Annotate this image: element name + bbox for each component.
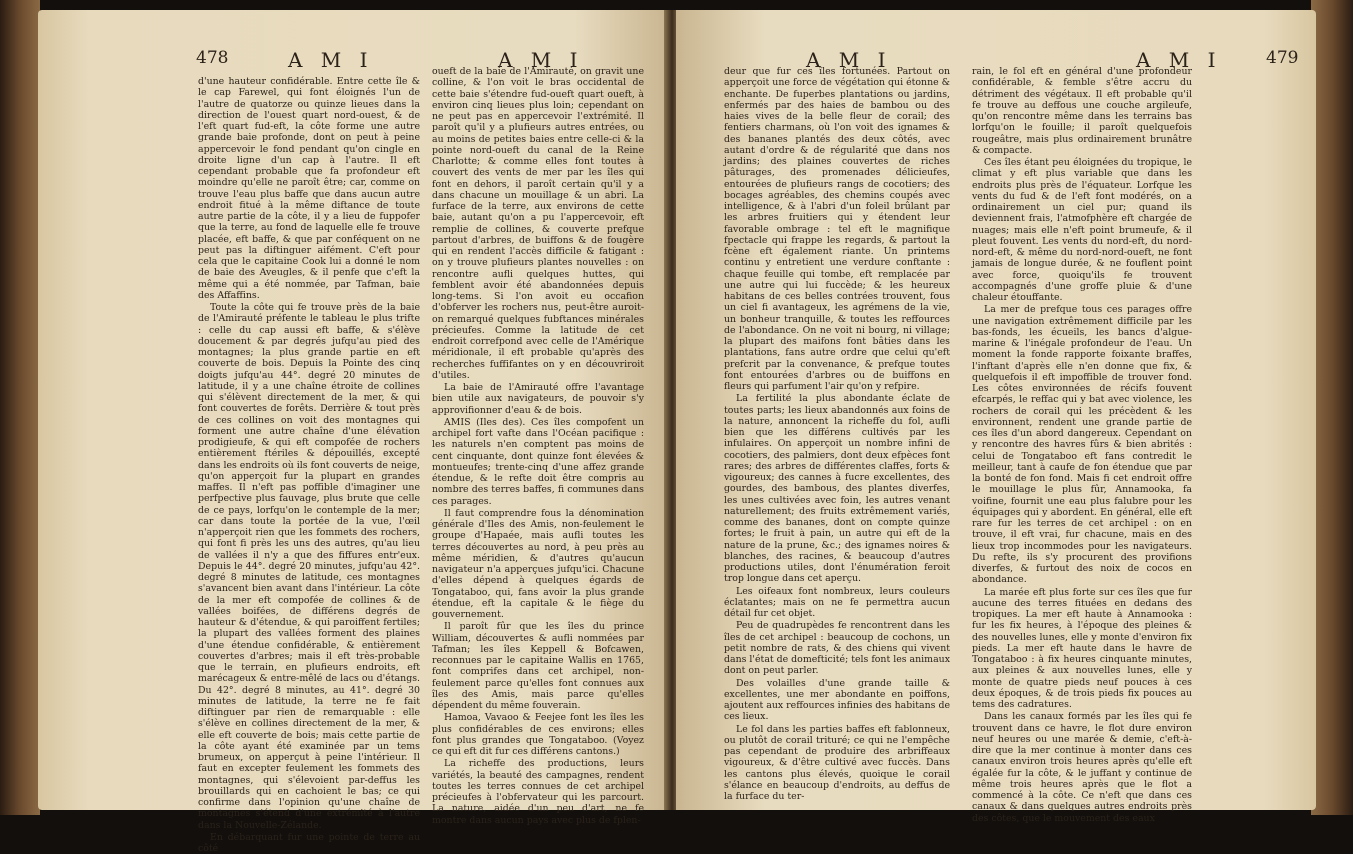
running-head: A M I	[806, 48, 892, 72]
page-number: 479	[1266, 48, 1299, 68]
paragraph: Des volailles d'une grande taille & excellentes, une mer abondante en poiffons, ajoutent aux reffources infinies des habitans de ces lieux.	[724, 677, 950, 723]
paragraph: Dans les canaux formés par les îles qui fe trouvent dans ce havre, le flot dure environ neuf heures ou une marée & demie, c'eft-à-dire que la mer continue à monter dans ces canaux environ trois heures après qu'elle eft égalée fur la côte, & le juffant y continue de même trois heures après que le flot a commencé à la côte. Ce n'eft que dans ces canaux & dans quelques autres endroits près des côtes, que le mouvement des eaux	[972, 711, 1192, 824]
paragraph: Toute la côte qui fe trouve près de la baie de l'Amirauté préfente le tableau le plus trifte : celle du cap aussi eft baffe, & s'élève doucement & par degrés jufqu'au pied des montagnes; la plus grande partie en eft couverte de bois. Depuis la Pointe des cinq doigts jufqu'au 44°. degré 20 minutes de latitude, il y a une chaîne étroite de collines qui s'élèvent directement de la mer, & qui font couvertes de forêts. Derrière & tout près de ces collines on voit des montagnes qui forment une autre chaîne d'une élévation prodigieufe, & qui eft compofée de rochers entièrement ftériles & dépouillés, excepté dans les endroits où ils font couverts de neige, qu'on apperçoit fur la plupart en grandes maffes. Il n'eft pas poffible d'imaginer une perfpective plus fauvage, plus brute que celle de ce pays, lorfqu'on le contemple de la mer; car dans toute la portée de la vue, l'œil n'apperçoit rien que les fommets des rochers, qui font fi près les uns des autres, qu'au lieu de vallées il n'y a que des fiffures entr'eux. Depuis le 44°. degré 20 minutes, jufqu'au 42°. degré 8 minutes de latitude, ces montagnes s'avancent bien avant dans l'intérieur. La côte de la mer eft compofée de collines & de vallées boifées, de différens degrés de hauteur & d'étendue, & qui paroiffent fertiles; la plupart des vallées forment des plaines d'une étendue confidérable, & entièrement couvertes d'arbres; mais il eft très-probable que le terrain, en plufieurs endroits, eft marécageux & entre-mêlé de lacs ou d'étangs. Du 42°. degré 8 minutes, au 41°. degré 30 minutes de latitude, la terre ne fe fait diftinguer par rien de remarquable : elle s'élève en collines directement de la mer, & elle eft couverte de bois; mais cette partie de la côte ayant été examinée par un tems brumeux, on apperçut à peine l'intérieur. Il faut en excepter feulement les fommets des montagnes, qui s'élevoient par-deffus les brouillards qui en cachoient le bas; ce qui confirme dans l'opinion qu'une chaîne de montagnes s'étend d'une extrémité à l'autre dans la Nouvelle-Zélande.	[198, 302, 420, 831]
text-column	[198, 76, 420, 854]
page-number: 478	[196, 48, 229, 68]
running-head: A M I	[498, 48, 584, 72]
paragraph: Il faut comprendre fous la dénomination générale d'Iles des Amis, non-feulement le groupe d'Hapaée, mais aufli toutes les terres découvertes au nord, à peu près au même méridien, & d'autres qu'aucun navigateur n'a apperçues jufqu'ici. Chacune d'elles dépend à quelques égards de Tongataboo, qui, fans avoir la plus grande étendue, eft la capitale & le fiège du gouvernement.	[432, 507, 644, 620]
book-edge-right	[1311, 0, 1353, 815]
text-column	[432, 66, 644, 826]
right-page	[676, 10, 1316, 824]
paragraph: La richeffe des productions, leurs variétés, la beauté des campagnes, rendent toutes les terres connues de cet archipel précieufes à l'obfervateur qui les parcourt. La nature, aidée d'un peu d'art, ne fe montre dans aucun pays avec plus de fplen-	[432, 758, 644, 826]
paragraph: Ces îles étant peu éloignées du tropique, le climat y eft plus variable que dans les endroits plus près de l'équateur. Lorfque les vents du fud & de l'eft font modérés, on a ordinairement un ciel pur; quand ils deviennent frais, l'atmofphère eft chargée de nuages; mais elle n'eft point brumeufe, & il pleut fouvent. Les vents du nord-eft, du nord-nord-eft, & même du nord-nord-oueft, ne font jamais de longue durée, & ne fouflent point avec force, quoiqu'ils fe trouvent accompagnés d'une groffe pluie & d'une chaleur étouffante.	[972, 157, 1192, 303]
left-page	[38, 10, 668, 854]
paragraph: Il paroît fûr que les îles du prince William, découvertes & aufli nommées par Tafman; les îles Keppell & Bofcawen, reconnues par le capitaine Wallis en 1765, font comprifes dans cet archipel, non-feulement parce qu'elles font connues aux îles des Amis, mais parce qu'elles dépendent du même fouverain.	[432, 621, 644, 711]
paragraph: La baie de l'Amirauté offre l'avantage bien utile aux navigateurs, de pouvoir s'y approvifionner d'eau & de bois.	[432, 382, 644, 416]
running-head: A M I	[1136, 48, 1222, 72]
paragraph: Hamoa, Vavaoo & Feejee font les îles les plus confidérables de ces environs; elles font plus grandes que Tongataboo. (Voyez ce qui eft dit fur ces différens cantons.)	[432, 712, 644, 757]
paragraph: La marée eft plus forte sur ces îles que fur aucune des terres fituées en dedans des tropiques. La mer eft haute à Annamooka : fur les fix heures, à l'époque des pleines & des nouvelles lunes, elle y monte d'environ fix pieds. La mer eft haute dans le havre de Tongataboo : à fix heures cinquante minutes, aux pleines & aux nouvelles lunes, elle y monte de quatre pieds neuf pouces à ces deux époques, & de trois pieds fix pouces au tems des cadratures.	[972, 586, 1192, 710]
paragraph: oueft de la baie de l'Amirauté, on gravit une colline, & l'on voit le bras occidental de cette baie s'étendre fud-oueft quart oueft, à environ cinq lieues plus loin; cependant on ne peut pas en appercevoir l'extrémité. Il paroît qu'il y a plufieurs autres entrées, ou au moins de petites baies entre celle-ci & la pointe nord-oueft du canal de la Reine Charlotte; & comme elles font toutes à couvert des vents de mer par les îles qui font en dehors, il paroît certain qu'il y a dans chacune un mouillage & un abri. La furface de la terre, aux environs de cette baie, autant qu'on a pu l'appercevoir, eft remplie de collines, & couverte prefque partout d'arbres, de buiffons & de fougère qui en rendent l'accès difficile & fatigant : on y trouve plufieurs plantes nouvelles : on rencontre aufli quelques huttes, qui femblent avoir été abandonnées depuis long-tems. Si l'on avoit eu occafion d'obferver les rochers nus, peut-être auroit-on remarqué quelques fubftances minérales précieufes. Comme la latitude de cet endroit correfpond avec celle de l'Amérique méridionale, il eft probable qu'après des recherches fuffifantes on y en découvriroit d'utiles.	[432, 66, 644, 381]
text-column	[724, 66, 950, 804]
paragraph: Les oifeaux font nombreux, leurs couleurs éclatantes; mais on ne fe permettra aucun détail fur cet objet.	[724, 585, 950, 619]
paragraph: En débarquant fur une pointe de terre au côté	[198, 831, 420, 854]
running-head: A M I	[288, 48, 374, 72]
paragraph: AMIS (Iles des). Ces îles compofent un archipel fort vafte dans l'Océan pacifique : les naturels n'en comptent pas moins de cent cinquante, dont quinze font élevées & montueufes; trente-cinq d'une affez grande étendue, & le refte doit être compris au nombre des terres baffes, fi communes dans ces parages.	[432, 416, 644, 507]
paragraph: d'une hauteur confidérable. Entre cette île & le cap Farewel, qui font éloignés l'un de l'autre de quatorze ou quinze lieues dans la direction de l'ouest quart nord-ouest, & de l'eft quart fud-eft, la côte forme une autre grande baie profonde, dont on peut à peine appercevoir le fond pendant qu'on cingle en droite ligne d'un cap à l'autre. Il eft cependant probable que fa profondeur eft moindre qu'elle ne paroît être; car, comme on trouve l'eau plus baffe que dans aucun autre endroit fitué à la même diftance de toute autre partie de la côte, il y a lieu de fuppofer que la terre, au fond de laquelle elle fe trouve placée, eft baffe, & que par conféquent on ne peut pas la diftinguer aifément. C'eft pour cela que le capitaine Cook lui a donné le nom de baie des Aveugles, & il penfe que c'eft la même qui a été nommée, par Tafman, baie des Affaffins.	[198, 76, 420, 301]
book-edge-left	[0, 0, 40, 815]
paragraph: rain, le fol eft en général d'une profondeur confidérable, & femble s'être accru du détriment des végétaux. Il eft probable qu'il fe trouve au deffous une couche argileufe, qu'on rencontre même dans les terrains bas lorfqu'on le fouille; il paroît quelquefois rougeâtre, mais plus ordinairement brunâtre & compacte.	[972, 66, 1192, 156]
paragraph: La mer de prefque tous ces parages offre une navigation extrêmement difficile par les bas-fonds, les écueils, les bancs d'algue-marine & l'inégale profondeur de l'eau. Un moment la fonde rapporte foixante braffes, l'inftant d'après elle n'en donne que fix, & quelquefois il eft impoffible de trouver fond. Les côtes environnées de récifs fouvent efcarpés, le reffac qui y bat avec violence, les rochers de corail qui les précèdent & les environnent, rendent une grande partie de ces îles d'un abord dangereux. Cependant on y rencontre des havres fûrs & bien abrités : celui de Tongataboo eft fans contredit le meilleur, tant à caufe de fon étendue que par la bonté de fon fond. Mais fi cet endroit offre le mouillage le plus fûr, Annamooka, fa voifine, fournit une eau plus falubre pour les équipages qui y abordent. En général, elle eft rare fur les terres de cet archipel : on en trouve, il eft vrai, fur chacune, mais en des lieux trop incommodes pour les navigateurs. Du refte, ils s'y procurent des provifions diverfes, & furtout des noix de cocos en abondance.	[972, 304, 1192, 586]
paragraph: deur que fur ces îles fortunées. Partout on apperçoit une force de végétation qui étonne & enchante. De fuperbes plantations ou jardins, enfermés par des haies de bambou ou des haies vives de la belle fleur de corail; des fentiers charmans, où l'on voit des ignames & des bananes plantés des deux côtés, avec autant d'ordre & de régularité que dans nos jardins; des plaines couvertes de riches pâturages, des promenades délicieufes, entourées de plufieurs rangs de cocotiers; des bocages agréables, des chemins coupés avec intelligence, & à l'abri d'un foleil brûlant par les arbres fruitiers qui y étendent leur favorable ombrage : tel eft le magnifique fpectacle qui frappe les regards, & partout la fcène eft également riante. Un printems continu y entretient une verdure conftante : chaque feuille qui tombe, eft remplacée par une autre qui lui fuccède; & les heureux habitans de ces belles contrées trouvent, fous un ciel fi avantageux, les agrémens de la vie, un bonheur tranquille, & toutes les reffources de l'abondance. On ne voit ni bourg, ni village; la plupart des maifons font bâties dans les plantations, fans autre ordre que celui qu'eft prefcrit par la convenance, & prefque toutes font entourées d'arbres ou de buiffons en fleurs qui parfument l'air qu'on y refpire.	[724, 66, 950, 392]
paragraph: Le fol dans les parties baffes eft fablonneux, ou plutôt de corail trituré; ce qui ne l'empêche pas cependant de produire des arbriffeaux vigoureux, & d'être cultivé avec fuccès. Dans les cantons plus élevés, quoique le corail s'élance en beaucoup d'endroits, au deffus de la furface du ter-	[724, 723, 950, 802]
text-column	[972, 66, 1192, 824]
paragraph: La fertilité la plus abondante éclate de toutes parts; les lieux abandonnés aux foins de la nature, annoncent la richeffe du fol, aufli bien que les différens cultivés par les infulaires. On apperçoit un nombre infini de cocotiers, des palmiers, dont deux efpèces font rares; des arbres de différentes claffes, forts & vigoureux; des cannes à fucre excellentes, des gourdes, des bambous, des plantes diverfes, les unes cultivées avec foin, les autres venant naturellement; des fruits extrêmement variés, comme des bananes, dont on compte quinze fortes; le fruit à pain, un autre qui eft de la nature de la prune, &c.; des ignames noires & blanches, des racines, & beaucoup d'autres productions utiles, dont l'énumération feroit trop longue dans cet aperçu.	[724, 393, 950, 585]
paragraph: Peu de quadrupèdes fe rencontrent dans les îles de cet archipel : beaucoup de cochons, un petit nombre de rats, & des chiens qui vivent dans l'état de domefticité; tels font les animaux dont on peut parler.	[724, 620, 950, 677]
